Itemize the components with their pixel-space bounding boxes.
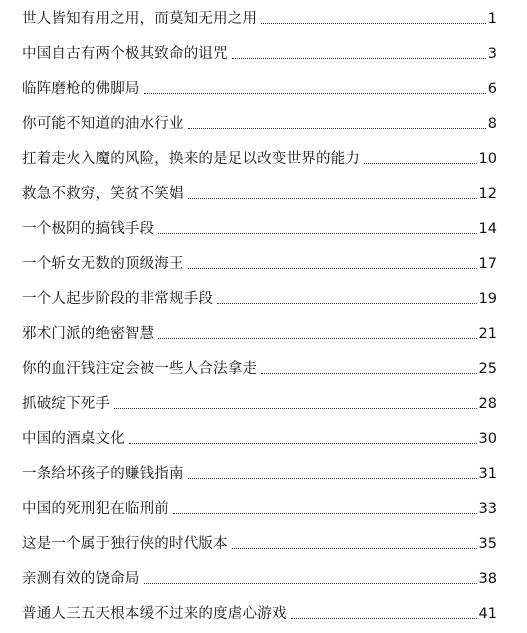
toc-entry[interactable] — [22, 459, 497, 483]
toc-entry[interactable] — [22, 564, 497, 588]
toc-entry[interactable] — [22, 74, 497, 98]
toc-entry-page: 8 — [487, 116, 497, 132]
toc-entry-title: 你可能不知道的油水行业 — [22, 116, 184, 132]
toc-entry-title: 亲测有效的饶命局 — [22, 571, 140, 587]
toc-entry-page: 41 — [478, 606, 497, 622]
toc-entry-title: 你的血汗钱注定会被一些人合法拿走 — [22, 361, 258, 377]
toc-entry[interactable] — [22, 389, 497, 413]
toc-dot-leader — [144, 583, 477, 584]
toc-dot-leader — [173, 513, 477, 514]
toc-entry[interactable] — [22, 214, 497, 238]
toc-entry[interactable] — [22, 284, 497, 308]
toc-entry-title: 一条给坏孩子的赚钱指南 — [22, 466, 184, 482]
toc-entry[interactable] — [22, 424, 497, 448]
toc-dot-leader — [188, 198, 477, 199]
toc-entry-page: 10 — [478, 151, 497, 167]
toc-entry[interactable] — [22, 494, 497, 518]
toc-entry-page: 14 — [478, 221, 497, 237]
toc-dot-leader — [364, 163, 476, 164]
toc-entry-page: 19 — [478, 291, 497, 307]
toc-dot-leader — [129, 443, 477, 444]
toc-entry[interactable] — [22, 39, 497, 63]
toc-entry-title: 中国的死刑犯在临刑前 — [22, 501, 169, 517]
toc-entry[interactable] — [22, 4, 497, 28]
toc-entry-title: 世人皆知有用之用，而莫知无用之用 — [22, 11, 258, 27]
toc-entry-page: 33 — [478, 501, 497, 517]
toc-dot-leader — [158, 233, 476, 234]
toc-entry-page: 6 — [487, 81, 497, 97]
toc-entry-title: 一个极阴的搞钱手段 — [22, 221, 155, 237]
toc-dot-leader — [291, 618, 477, 619]
toc-dot-leader — [114, 408, 476, 409]
toc-entry-title: 抓破绽下死手 — [22, 396, 111, 412]
toc-dot-leader — [217, 303, 476, 304]
toc-entry-page: 31 — [478, 466, 497, 482]
toc-dot-leader — [261, 373, 476, 374]
toc-entry-title: 临阵磨枪的佛脚局 — [22, 81, 140, 97]
toc-entry-title: 扛着走火入魔的风险，换来的是足以改变世界的能力 — [22, 151, 361, 167]
toc-dot-leader — [232, 58, 486, 59]
toc-dot-leader — [144, 93, 486, 94]
toc-entry-title: 救急不救穷，笑贫不笑娼 — [22, 186, 184, 202]
toc-entry-title: 一个斩女无数的顶级海王 — [22, 256, 184, 272]
toc-entry-page: 17 — [478, 256, 497, 272]
toc-entry-title: 邪术门派的绝密智慧 — [22, 326, 155, 342]
toc-entry-page: 12 — [478, 186, 497, 202]
toc-entry[interactable] — [22, 144, 497, 168]
toc-dot-leader — [158, 338, 476, 339]
toc-entry-title: 这是一个属于独行侠的时代版本 — [22, 536, 228, 552]
toc-dot-leader — [261, 23, 486, 24]
toc-dot-leader — [188, 128, 486, 129]
toc-entry-title: 中国的酒桌文化 — [22, 431, 125, 447]
toc-dot-leader — [188, 268, 477, 269]
toc-entry-title: 一个人起步阶段的非常规手段 — [22, 291, 214, 307]
toc-dot-leader — [188, 478, 477, 479]
toc-entry[interactable] — [22, 109, 497, 133]
toc-entry[interactable] — [22, 249, 497, 273]
toc-entry[interactable] — [22, 319, 497, 343]
toc-entry[interactable] — [22, 599, 497, 623]
toc-entry-page: 28 — [478, 396, 497, 412]
toc-entry-title: 普通人三五天根本缓不过来的度虐心游戏 — [22, 606, 287, 622]
toc-entry-page: 30 — [478, 431, 497, 447]
toc-entry[interactable] — [22, 354, 497, 378]
toc-entry-page: 35 — [478, 536, 497, 552]
toc-entry-title: 中国自古有两个极其致命的诅咒 — [22, 46, 228, 62]
toc-entry-page: 1 — [487, 11, 497, 27]
toc-dot-leader — [232, 548, 477, 549]
toc-entry[interactable] — [22, 529, 497, 553]
toc-entry-page: 21 — [478, 326, 497, 342]
toc-entry-page: 25 — [478, 361, 497, 377]
toc-entry-page: 3 — [487, 46, 497, 62]
toc-entry[interactable] — [22, 179, 497, 203]
toc-entry-page: 38 — [478, 571, 497, 587]
